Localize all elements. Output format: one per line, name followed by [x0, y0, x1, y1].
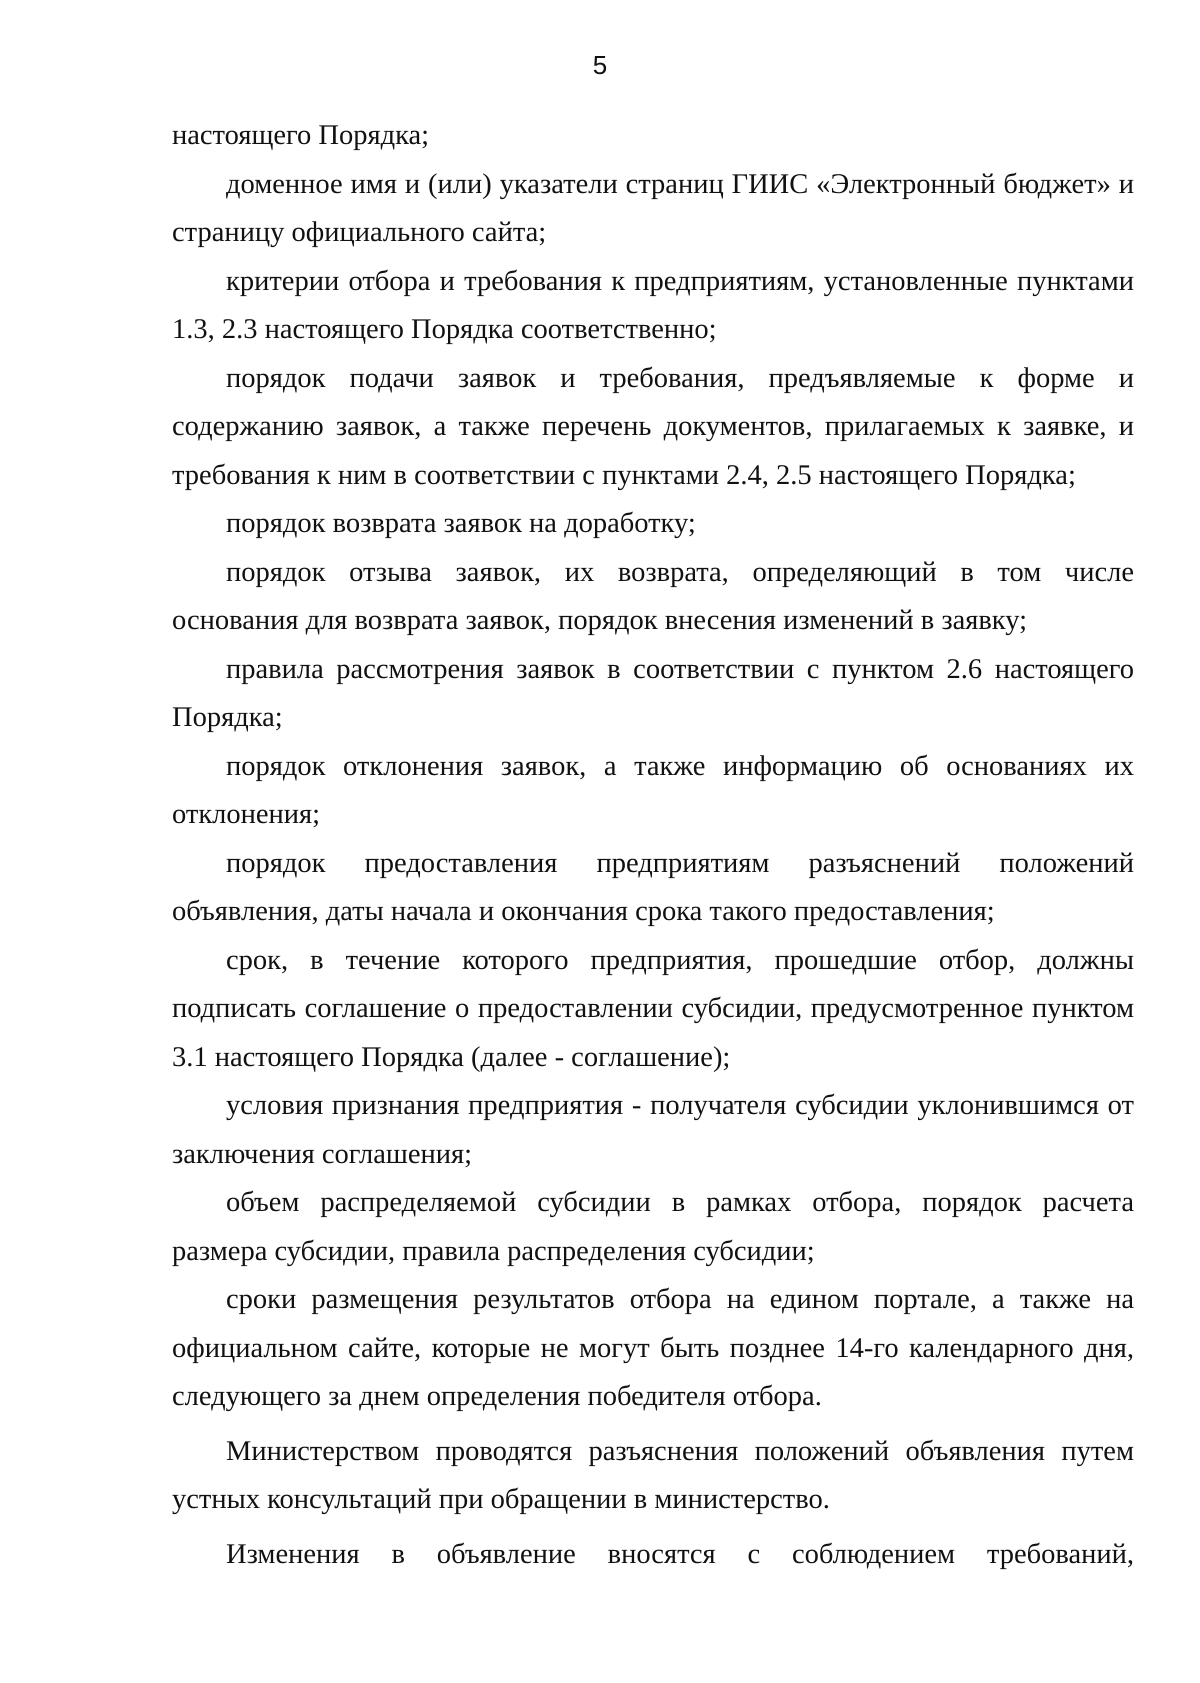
paragraph-agreement-deadline: срок, в течение которого предприятия, прошедшие отбор, должны подписать соглашение о предоставлении субсидии, предусмотренное пунктом 3.1 настоящего Порядка (далее - соглашение); — [172, 944, 1134, 1073]
paragraph-evasion-conditions: условия признания предприятия - получателя субсидии уклонившимся от заключения соглашения; — [172, 1090, 1134, 1170]
document-body — [172, 112, 1134, 1579]
paragraph-ministry-consultations: Министерством проводятся разъяснения положений объявления путем устных консультаций при обращении в министерство. — [172, 1435, 1134, 1515]
paragraph-clarifications: порядок предоставления предприятиям разъяснений положений объявления, даты начала и окончания срока такого предоставления; — [172, 847, 1134, 927]
paragraph-selection-criteria: критерии отбора и требования к предприятиям, установленные пунктами 1.3, 2.3 настоящего Порядка соответственно; — [172, 265, 1134, 345]
paragraph-application-procedure: порядок подачи заявок и требования, предъявляемые к форме и содержанию заявок, а также перечень документов, прилагаемых к заявке, и требования к ним в соответствии с пунктами 2.4, 2.5 настоящего Порядка; — [172, 362, 1134, 491]
paragraph-domain-name: доменное имя и (или) указатели страниц ГИИС «Электронный бюджет» и страницу официального сайта; — [172, 168, 1134, 248]
paragraph-review-rules: правила рассмотрения заявок в соответствии с пунктом 2.6 настоящего Порядка; — [172, 653, 1134, 733]
paragraph-withdrawal: порядок отзыва заявок, их возврата, определяющий в том числе основания для возврата заявок, порядок внесения изменений в заявку; — [172, 556, 1134, 636]
paragraph-rejection: порядок отклонения заявок, а также информацию об основаниях их отклонения; — [172, 750, 1134, 830]
paragraph-subsidy-volume: объем распределяемой субсидии в рамках отбора, порядок расчета размера субсидии, правила распределения субсидии; — [172, 1187, 1134, 1267]
page-number: 5 — [592, 50, 608, 80]
paragraph-continuation: настоящего Порядка; — [172, 120, 430, 151]
paragraph-return-for-revision: порядок возврата заявок на доработку; — [226, 508, 696, 539]
paragraph-results-publication: сроки размещения результатов отбора на едином портале, а также на официальном сайте, которые не могут быть позднее 14-го календарного дня, следующего за днем определения победителя отбора. — [172, 1284, 1134, 1412]
paragraph-announcement-changes: Изменения в объявление вносятся с соблюдением требований, — [226, 1538, 1134, 1570]
